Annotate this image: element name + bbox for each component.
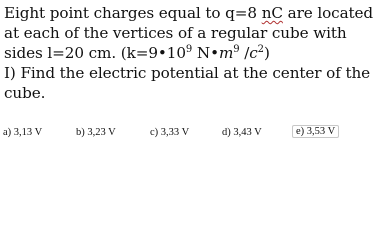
question-text: I) Find the electric potential at the center of the	[4, 64, 371, 82]
option-b[interactable]: b) 3,23 V	[76, 127, 116, 138]
option-a[interactable]: a) 3,13 V	[3, 127, 43, 138]
exponent: 9	[185, 44, 193, 55]
problem-text: are located	[282, 4, 373, 22]
problem-text: at each of the vertices of a regular cube with	[4, 24, 347, 42]
charge-unit: nC	[261, 4, 283, 22]
option-d[interactable]: d) 3,43 V	[222, 127, 262, 138]
problem-line-2	[4, 23, 348, 43]
question-text: cube.	[4, 84, 46, 102]
problem-text: /	[239, 44, 250, 62]
problem-line-4	[4, 63, 371, 83]
problem-line-3	[4, 43, 348, 63]
exponent: 2	[257, 44, 264, 55]
option-c[interactable]: c) 3,33 V	[150, 127, 190, 138]
problem-statement	[4, 3, 373, 103]
exponent: 9	[233, 44, 240, 55]
problem-text: )	[263, 44, 270, 62]
problem-text: N•	[192, 44, 219, 62]
math-variable: m	[218, 44, 234, 62]
math-variable: c	[249, 44, 258, 62]
problem-line-1	[4, 3, 373, 23]
option-e[interactable]: e) 3,53 V	[292, 125, 339, 138]
problem-line-5	[4, 83, 348, 103]
answer-options	[3, 127, 350, 143]
problem-text: sides l=20 cm. (k=9•10	[4, 44, 186, 62]
problem-text: Eight point charges equal to q=8	[4, 4, 262, 22]
